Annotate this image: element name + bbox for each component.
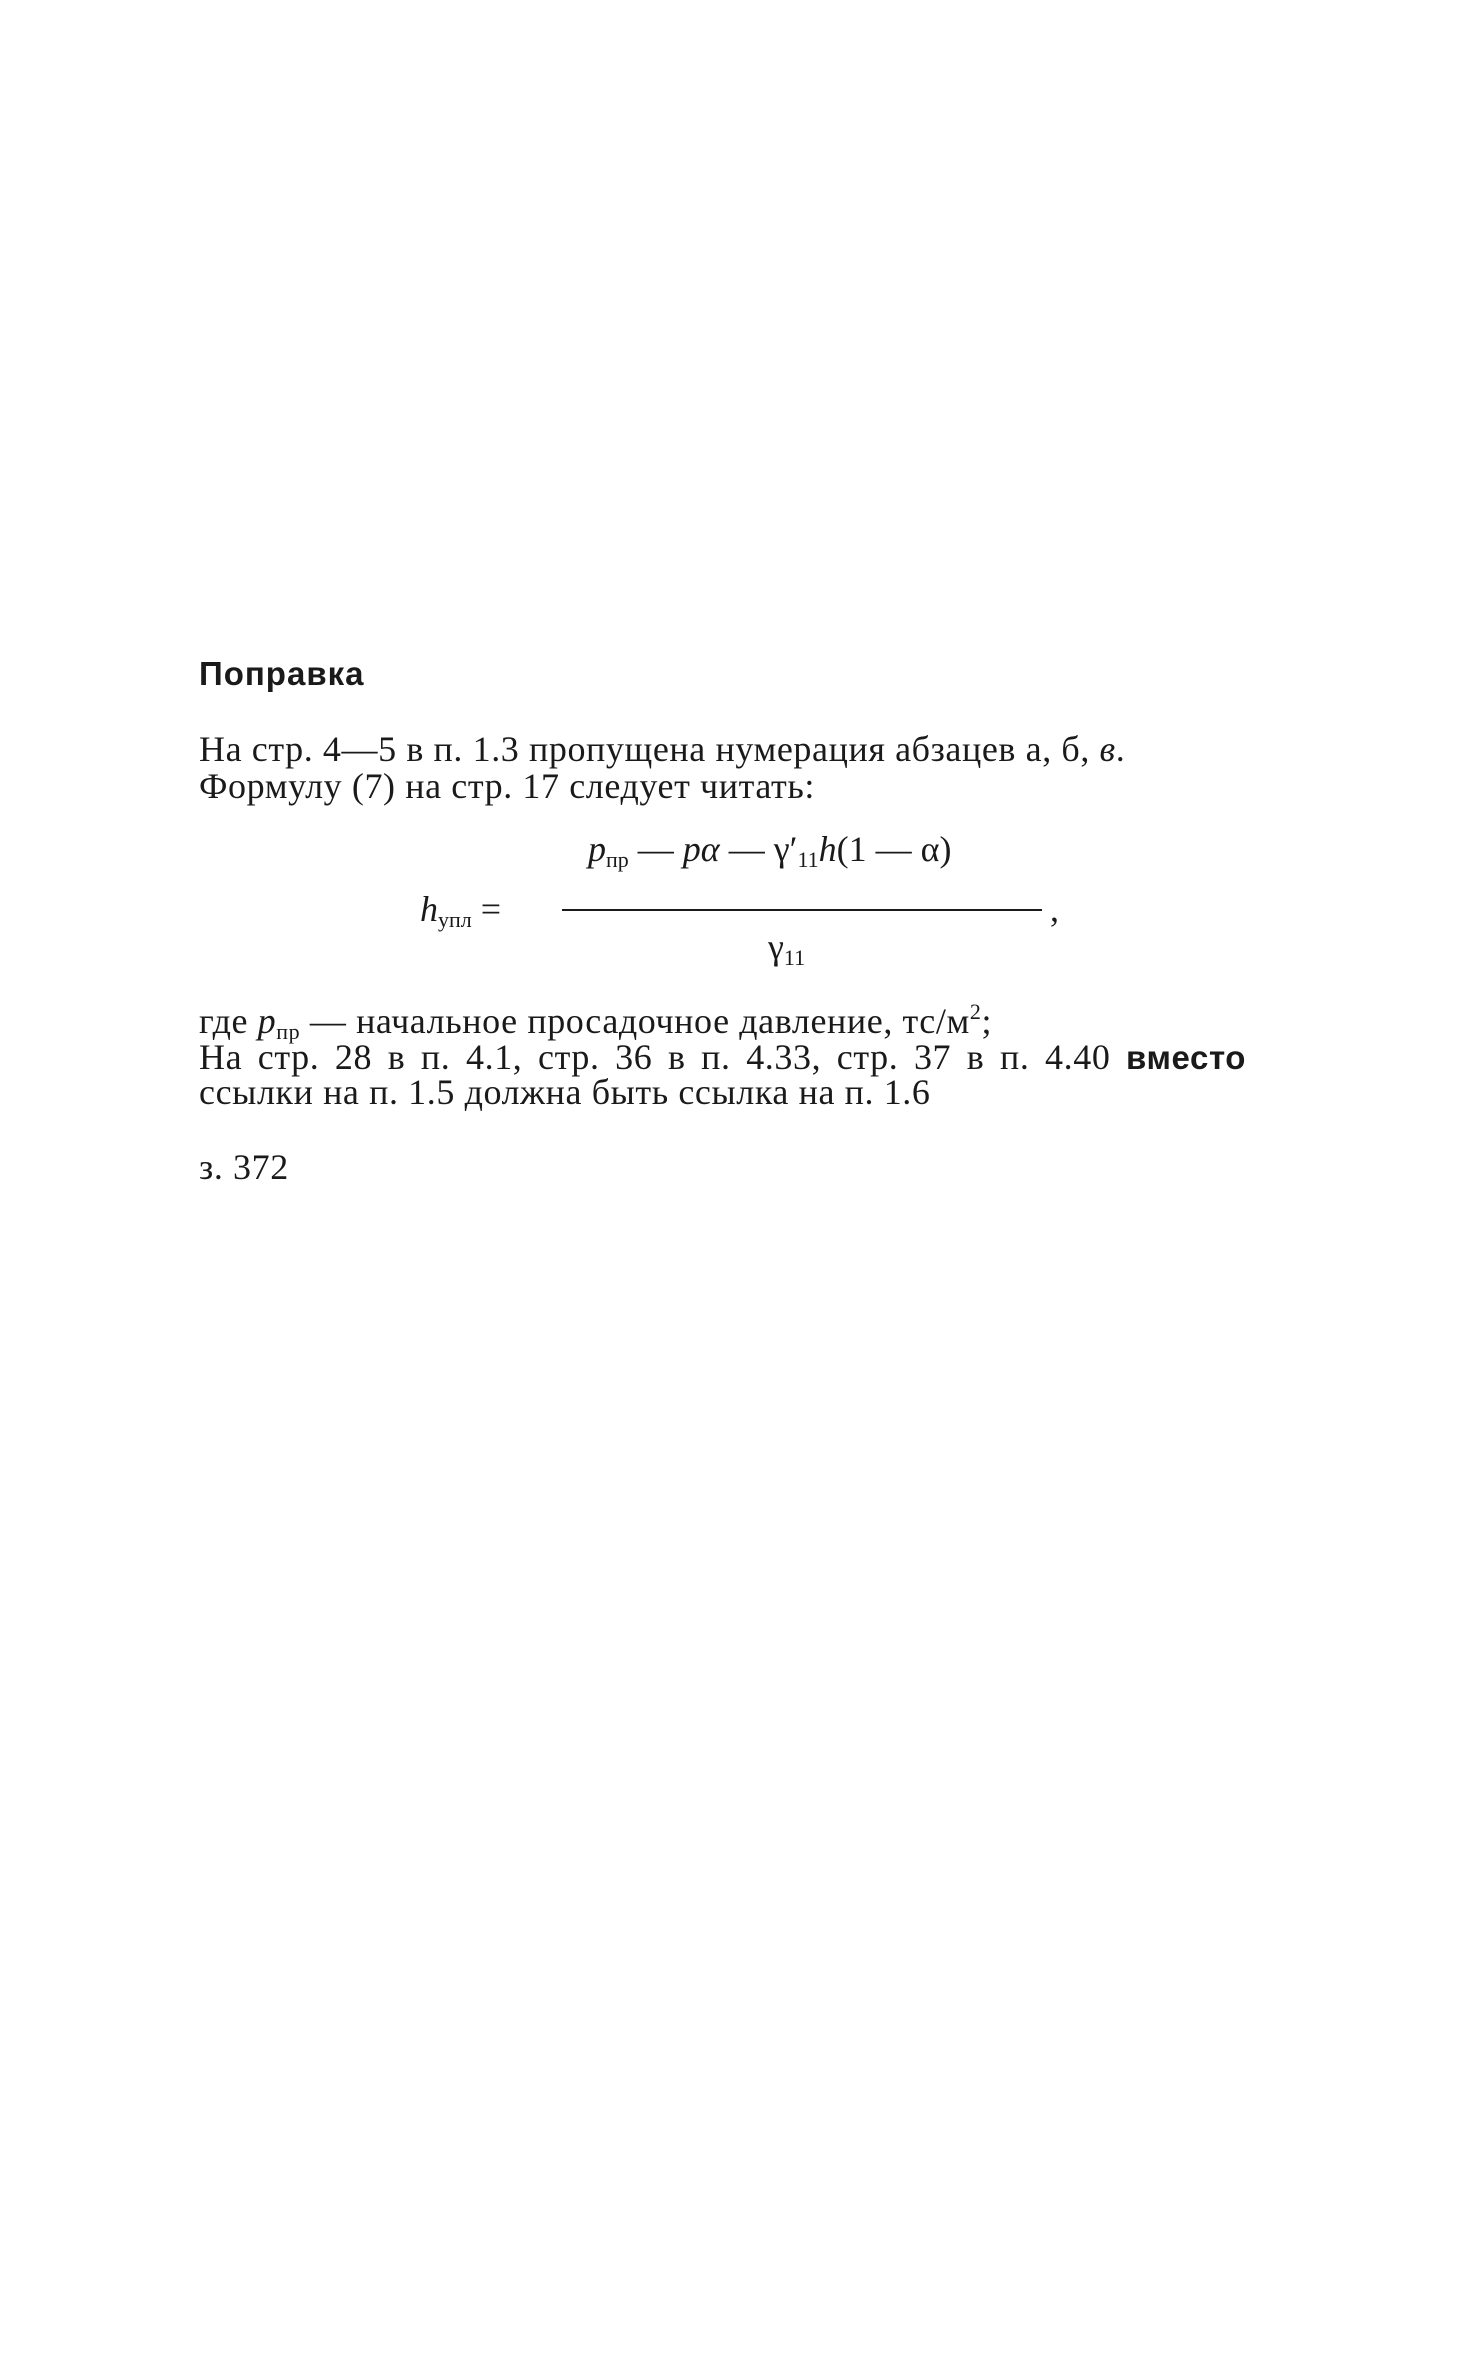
numerator-p-alpha: pα [682, 829, 720, 869]
reference-correction-text: На стр. 28 в п. 4.1, стр. 36 в п. 4.33, стр. 37 в п. 4.40 [199, 1037, 1127, 1077]
reference-correction-bold: вместо [1126, 1039, 1247, 1076]
numerator-minus-2: — [719, 829, 774, 869]
formula-lhs-sub: упл [438, 907, 472, 932]
numerator-tail: (1 — α) [836, 829, 952, 869]
denominator-gamma: γ [768, 927, 784, 967]
where-var: p [257, 1001, 277, 1041]
order-code: з. 372 [199, 1147, 289, 1187]
correction-heading: Поправка [199, 655, 365, 692]
formula-numerator [588, 828, 952, 873]
fraction-bar [562, 909, 1042, 911]
where-end: ; [981, 1001, 993, 1041]
formula-equals: = [480, 889, 502, 929]
missing-numbering-text: На стр. 4—5 в п. 1.3 пропущена нумерация абзацев а, б, [199, 729, 1100, 769]
where-prefix: где [199, 1001, 258, 1041]
formula-lhs [420, 888, 501, 933]
numerator-p: p [588, 829, 606, 869]
formula-7 [420, 818, 1080, 978]
formula-intro-line: Формулу (7) на стр. 17 следует читать: [199, 766, 815, 806]
where-text: — начальное просадочное давление, тс/м [300, 1001, 970, 1041]
numerator-minus-1: — [628, 829, 683, 869]
formula-lhs-var: h [420, 889, 438, 929]
missing-numbering-italic-letter: в [1099, 729, 1116, 769]
where-sup: 2 [969, 999, 982, 1024]
formula-comma: , [1050, 889, 1059, 929]
reference-correction-continued: ссылки на п. 1.5 должна быть ссылка на п. 1.6 [199, 1072, 931, 1112]
denominator-gamma-sub: 11 [783, 945, 806, 970]
numerator-h: h [818, 829, 837, 869]
numerator-gamma: γ′ [773, 829, 798, 869]
formula-denominator [768, 926, 805, 971]
numerator-p-sub: пр [606, 847, 629, 872]
missing-numbering-line [199, 728, 1125, 770]
missing-numbering-period: . [1115, 729, 1126, 769]
where-var-sub: пр [276, 1019, 301, 1044]
numerator-gamma-sub: 11 [797, 847, 819, 872]
